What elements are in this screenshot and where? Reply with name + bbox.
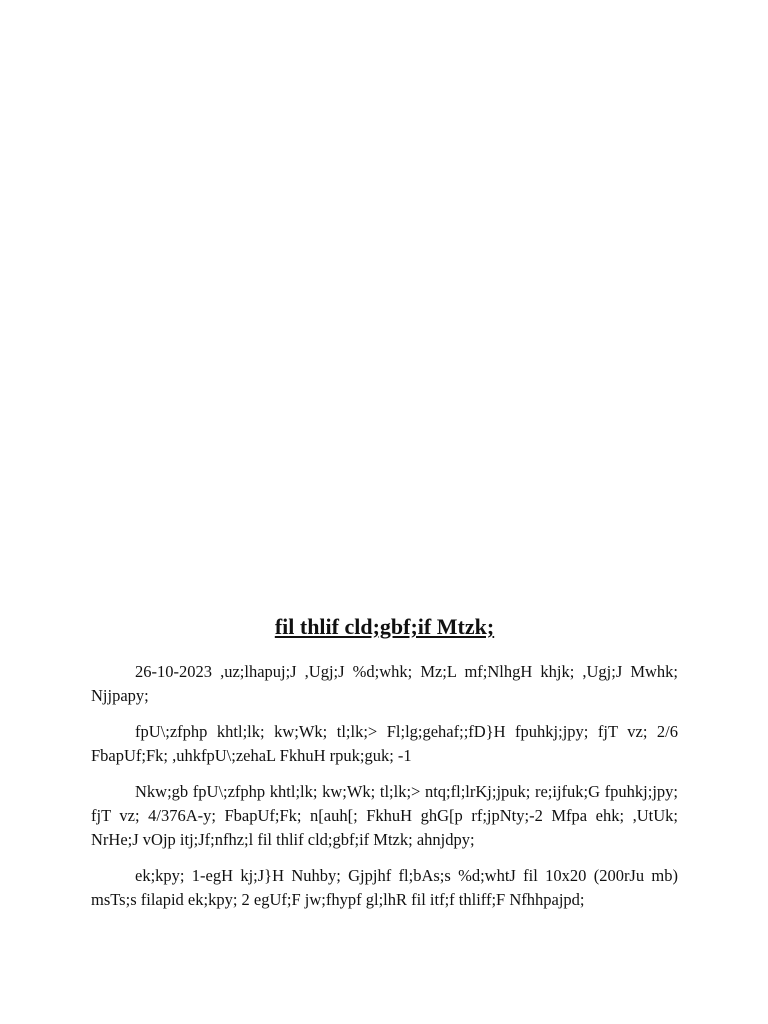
- paragraph-terms: ek;kpy; 1-egH kj;J}H Nuhby; Gjpjhf fl;bAs;s %d;whtJ fil 10x20 (200rJu mb) msTs;s filapid ek;kpy; 2 egUf;F jw;fhypf gl;lhR fil itf;f thliff;F Nfhhpajpd;: [91, 866, 678, 909]
- document-body: [91, 612, 678, 924]
- paragraph-party-one: fpU\;zfphp khtl;lk; kw;Wk; tl;lk;> Fl;lg;gehaf;;fD}H fpuhkj;jpy; fjT vz; 2/6 FbapUf;Fk; ,uhkfpU\;zehaL FkhuH rpuk;guk; -1: [91, 722, 678, 765]
- paragraph-party-two: Nkw;gb fpU\;zfphp khtl;lk; kw;Wk; tl;lk;> ntq;fl;lrKj;jpuk; re;ijfuk;G fpuhkj;jpy; fjT vz; 4/376A-y; FbapUf;Fk; n[auh[; FkhuH ghG[p rf;jpNty;-2 Mfpa ehk; ,UtUk; NrHe;J vOjp itj;Jf;nfhz;l fil thlif cld;gbf;if Mtzk; ahnjdpy;: [91, 782, 678, 849]
- document-title: fil thlif cld;gbf;if Mtzk;: [274, 614, 495, 639]
- paragraph-date: 26-10-2023 ,uz;lhapuj;J ,Ugj;J %d;whk; Mz;L mf;NlhgH khjk; ,Ugj;J Mwhk; Njjpapy;: [91, 662, 678, 705]
